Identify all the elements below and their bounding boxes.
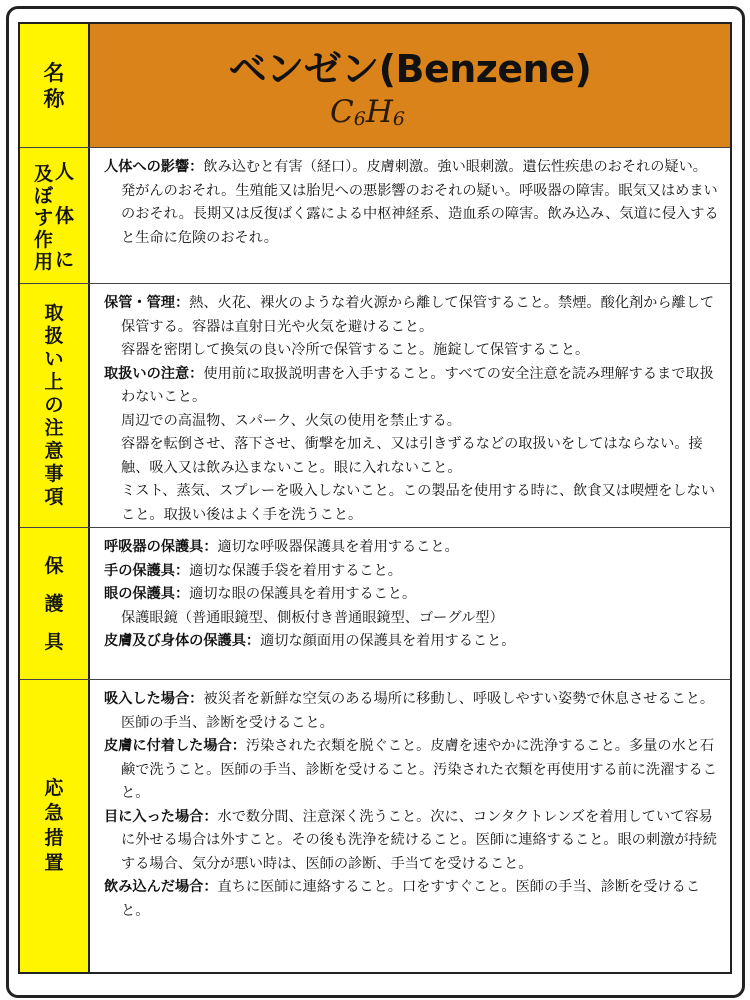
chemical-formula: $C_6H_6$: [330, 94, 405, 130]
protective-equipment-row: [20, 528, 730, 680]
emergency-label: 応 急 措 置: [20, 680, 90, 972]
handling-label: 取 扱 い 上 の 注 意 事 項: [20, 284, 90, 527]
name-label-char: 名: [43, 60, 65, 85]
emergency-row: [20, 680, 730, 972]
caution-text: 取扱いの注意：使用前に取扱説明書を入手すること。すべての安全注意を読み理解するまで取扱わないこと。: [104, 365, 714, 405]
protective-equipment-label: 保 護 具: [20, 528, 90, 679]
title-box: [90, 24, 730, 147]
health-effects-row: [20, 148, 730, 284]
caution-extra-text: ミスト、蒸気、スプレーを吸入しないこと。この製品を使用する時に、飲食又は喫煙をしないこと。取扱い後はよく手を洗うこと。: [121, 483, 716, 523]
storage-extra-text: 容器を密閉して換気の良い冷所で保管すること。施錠して保管すること。: [121, 342, 590, 358]
health-effects-text: 人体への影響：飲み込むと有害（経口）。皮膚刺激。強い眼刺激。遺伝性疾患のおそれの疑い。発がんのおそれ。生殖能又は胎児への悪影響のおそれの疑い。呼吸器の障害。眠気又はめまいのおそれ。長期又は反復ばく露による中枢神経系、造血系の障害。飲み込み、気道に侵入すると生命に危険のおそれ。: [104, 159, 719, 246]
protective-equipment-content: [90, 528, 730, 679]
chemical-name: ベンゼン(Benzene): [228, 47, 592, 91]
ingestion-text: 飲み込んだ場合：直ちに医師に連絡すること。口をすすぐこと。医師の手当、診断を受けること。: [104, 879, 701, 919]
name-label: [20, 24, 90, 147]
caution-extra-text: 周辺での高温物、スパーク、火気の使用を禁止する。: [121, 412, 461, 429]
eye-contact-text: 目に入った場合：水で数分間、注意深く洗うこと。次に、コンタクトレンズを着用していて容易に外せる場合は外すこと。その後も洗浄を続けること。医師に連絡すること。眼の刺激が持続する場合、気分が悪い時は、医師の診断、手当てを受けること。: [104, 808, 717, 872]
inhalation-text: 吸入した場合：被災者を新鮮な空気のある場所に移動し、呼吸しやすい姿勢で休息させること。医師の手当、診断を受けること。: [104, 691, 715, 731]
hand-protection-text: 手の保護具：適切な保護手袋を着用すること。: [104, 562, 402, 579]
eye-protection-extra-text: 保護眼鏡（普通眼鏡型、側板付き普通眼鏡型、ゴーグル型）: [121, 609, 504, 626]
handling-content: [90, 284, 730, 527]
storage-text: 保管・管理：熱、火花、裸火のような着火源から離して保管すること。禁煙。酸化剤から離して保管する。容器は直射日光や火気を避けること。: [104, 295, 715, 335]
skin-protection-text: 皮膚及び身体の保護具：適切な顔面用の保護具を着用すること。: [104, 633, 516, 649]
emergency-content: [90, 680, 730, 972]
caution-extra-text: 容器を転倒させ、落下させ、衝撃を加え、又は引きずるなどの取扱いをしてはならない。接触、吸入又は飲み込まないこと。眼に入れないこと。: [121, 436, 703, 476]
sds-label-table: [18, 22, 732, 974]
skin-contact-text: 皮膚に付着した場合：汚染された衣類を脱ぐこと。皮膚を速やかに洗浄すること。多量の水と石鹸で洗うこと。医師の手当、診断を受けること。汚染された衣類を再使用する前に洗濯すること。: [104, 738, 717, 801]
respiratory-protection-text: 呼吸器の保護具：適切な呼吸器保護具を着用すること。: [104, 539, 459, 555]
health-effects-label: 及 ぼ す 作 用 人 体 に: [20, 148, 90, 283]
name-label-char: 称: [43, 86, 65, 111]
handling-row: [20, 284, 730, 528]
name-row: [20, 24, 730, 148]
health-effects-content: [90, 148, 730, 283]
eye-protection-text: 眼の保護具：適切な眼の保護具を着用すること。: [104, 586, 417, 602]
